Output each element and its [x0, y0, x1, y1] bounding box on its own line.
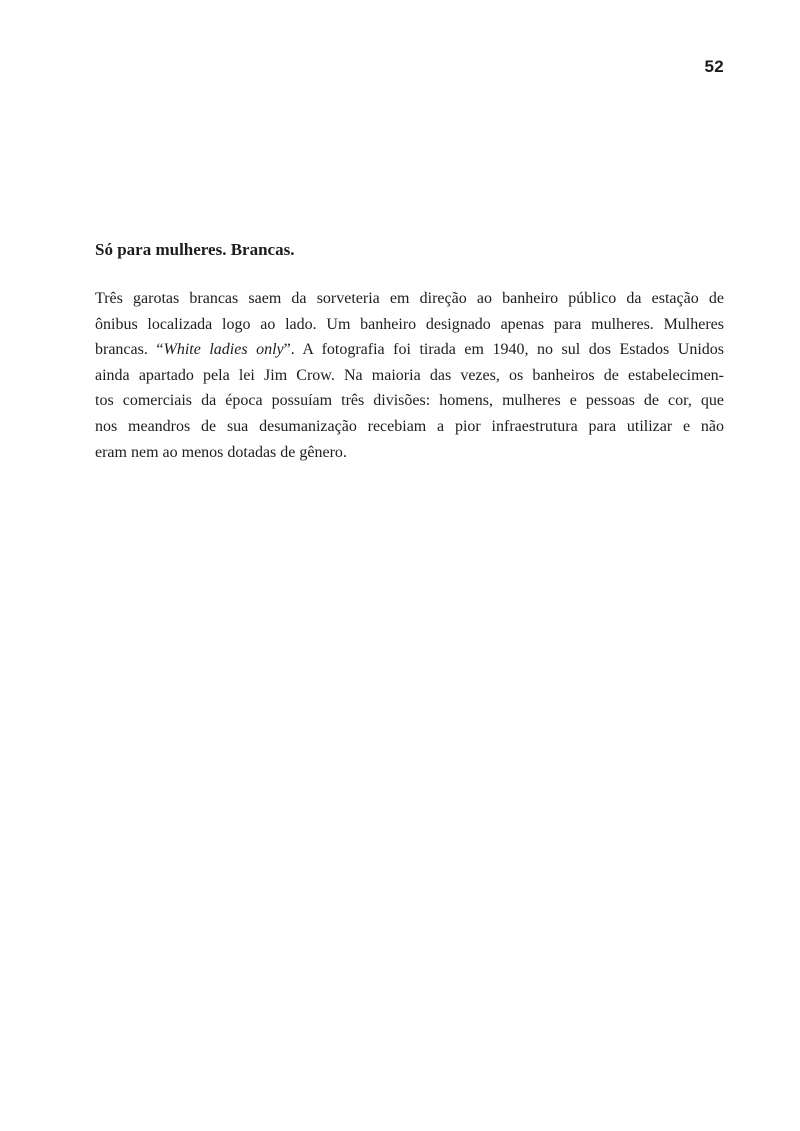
text-segment: ainda apartado pela lei Jim Crow. Na maioria das vezes, os banheiros de estabelecimen- — [95, 366, 724, 384]
paragraph-line — [95, 388, 724, 414]
paragraph-line — [95, 440, 724, 466]
paragraph-line — [95, 286, 724, 312]
text-segment: brancas. “ — [95, 341, 164, 359]
page-content — [95, 241, 724, 465]
text-segment: ônibus localizada logo ao lado. Um banheiro designado apenas para mulheres. Mulheres — [95, 315, 724, 333]
text-segment: eram nem ao menos dotadas de gênero. — [95, 443, 347, 461]
paragraph-line — [95, 414, 724, 440]
page-number: 52 — [704, 57, 724, 76]
body-paragraph — [95, 286, 724, 465]
italic-phrase: White ladies only — [163, 341, 284, 359]
text-segment: nos meandros de sua desumanização recebiam a pior infraestrutura para utilizar e não — [95, 417, 724, 435]
paragraph-line — [95, 363, 724, 389]
paragraph-line — [95, 312, 724, 338]
text-segment: tos comerciais da época possuíam três divisões: homens, mulheres e pessoas de cor, que — [95, 392, 724, 410]
paragraph-line — [95, 337, 724, 363]
text-segment: ”. A fotografia foi tirada em 1940, no sul dos Estados Unidos — [283, 341, 724, 359]
text-segment: Três garotas brancas saem da sorveteria em direção ao banheiro público da estação de — [95, 290, 724, 307]
section-heading: Só para mulheres. Brancas. — [95, 240, 295, 259]
